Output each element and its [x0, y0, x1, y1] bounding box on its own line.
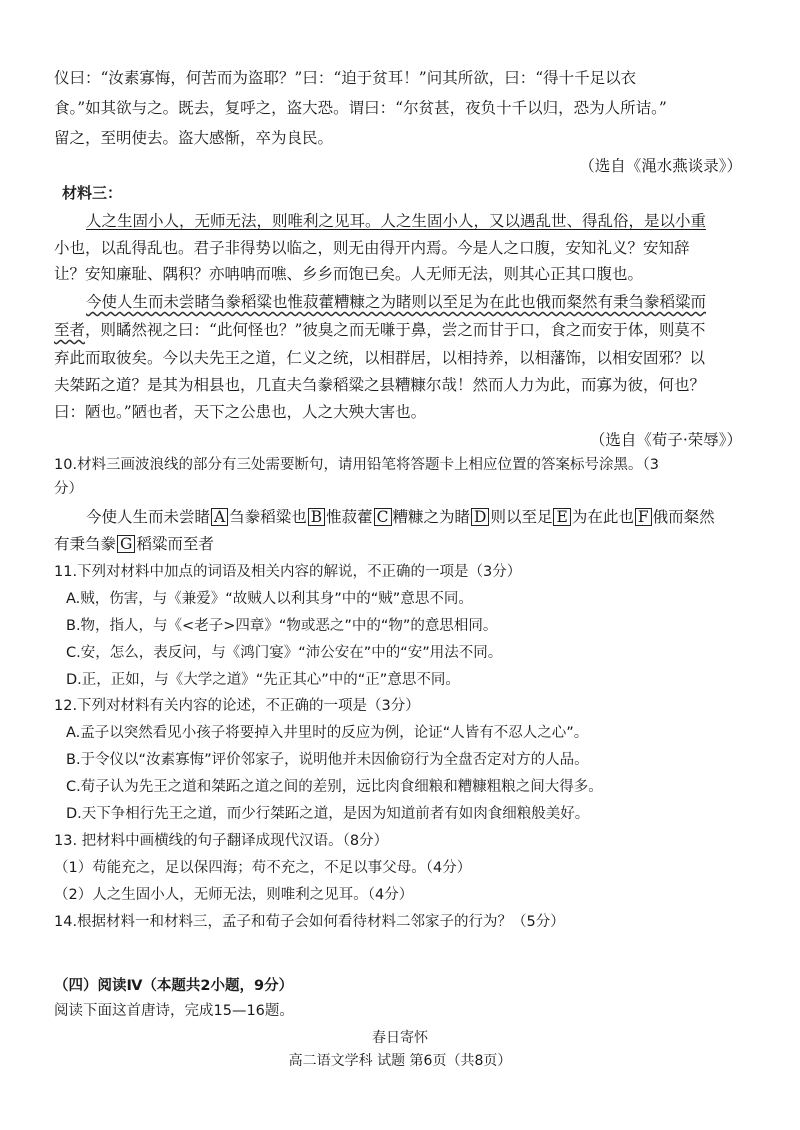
material3-heading: 材料三：: [62, 184, 123, 202]
q11-option-d: D.正，正如，与《大学之道》“先正其心”中的“正”意思不同。: [66, 672, 460, 688]
q10-stem-line-1: 10.材料三画波浪线的部分有三处需要断句，请用铅笔将答题卡上相应位置的答案标号涂黑。（3: [54, 457, 660, 473]
q13-sentence-2: （2）人之生固小人，无师无法，则唯利之见耳。（4分）: [54, 887, 414, 903]
q10-option-line-2: [54, 532, 214, 554]
q10-seg-1: 刍豢稻粱也: [229, 508, 307, 526]
q12-option-c: C.荀子认为先王之道和桀跖之道之间的差别，远比肉食细粮和糟糠粗粮之间大得多。: [66, 779, 603, 795]
material3-p2-line-2: [54, 318, 705, 340]
material3-p2-line-5: 曰：陋也。”陋也者，天下之公患也，人之大殃大害也。: [54, 403, 427, 421]
q10-seg-6: 俄而粲然: [652, 508, 715, 526]
q10-seg-3: 糟糠之为睹: [392, 508, 471, 526]
q11-option-a: A.贼，伤害，与《兼爱》“故贼人以利其身”中的“贼”意思不同。: [66, 591, 473, 607]
material3-source: （选自《荀子·荣辱》）: [589, 431, 742, 449]
q12-option-a: A.孟子以突然看见小孩子将要掉入井里时的反应为例，论证“人皆有不忍人之心”。: [66, 725, 589, 741]
material2-line-2: 食。”如其欲与之。既去，复呼之，盗大恐。谓曰：“尔贫甚，夜负十千以归，恐为人所诘。”: [54, 99, 667, 117]
q10-mark-b[interactable]: B: [308, 508, 325, 526]
material3-p2-line-4: 夫桀跖之道？是其为相县也，几直夫刍豢稻粱之县糟糠尔哉！然而人力为此，而寡为彼，何也？: [54, 376, 706, 394]
material2-line-3: 留之，至明使去。盗大感惭，卒为良民。: [54, 129, 334, 147]
q10-option-line-1: [86, 505, 715, 527]
page-footer: 高二语文学科 试题 第6页（共8页）: [288, 1053, 512, 1069]
wavy-underlined-passage: 今使人生而未尝睹刍豢稻粱也惟菽藿糟糠之为睹则以至足为在此也俄而粲然有秉刍豢稻粱而: [86, 293, 707, 311]
material2-line-1: 仪曰：“汝素寡悔，何苦而为盗耶？”曰：“迫于贫耳！”问其所欲，曰：“得十千足以衣: [54, 69, 637, 87]
section4-heading: （四）阅读Ⅳ（本题共2小题，9分）: [54, 978, 294, 994]
q10-seg-4: 则以至足: [490, 508, 553, 526]
q10-seg-5: 为在此也: [571, 508, 634, 526]
q10-seg-2: 惟菽藿: [326, 508, 373, 526]
q11-option-b: B.物，指人，与《<老子>四章》“物或恶之”中的“物”的意思相同。: [66, 618, 498, 634]
q10-mark-d[interactable]: D: [471, 508, 489, 526]
q12-stem: 12.下列对材料有关内容的论述，不正确的一项是（3分）: [54, 698, 420, 714]
material3-p1-line-1: [86, 209, 706, 231]
q10-mark-e[interactable]: E: [553, 508, 570, 526]
material3-p1-line-3: 让？安知廉耻、隅积？亦呥呥而噍、乡乡而饱已矣。人无师无法，则其心正其口腹也。: [54, 265, 644, 283]
q12-option-d: D.天下争相行先王之道，而少行桀跖之道，是因为知道前者有如肉食细粮般美好。: [66, 806, 590, 822]
q13-stem: 13. 把材料中画横线的句子翻译成现代汉语。（8分）: [54, 833, 389, 849]
q10-mark-a[interactable]: A: [211, 508, 228, 526]
q12-option-b: B.于令仪以“汝素寡悔”评价邻家子，说明他并未因偷窃行为全盘否定对方的人品。: [66, 752, 589, 768]
q10-mark-g[interactable]: G: [117, 535, 135, 553]
material3-p2-line-2-rest: ，则瞲然视之曰：“此何怪也？”彼臭之而无嗛于鼻，尝之而甘于口，食之而安于体，则莫不: [85, 321, 706, 339]
q10-line2-pre: 有秉刍豢: [54, 535, 117, 553]
q10-mark-c[interactable]: C: [374, 508, 392, 526]
wavy-underlined-passage-end: 至者: [54, 321, 86, 339]
q10-mark-f[interactable]: F: [635, 508, 652, 526]
section4-instruction: 阅读下面这首唐诗，完成15—16题。: [54, 1003, 294, 1019]
q11-option-c: C.安，怎么，表反问，与《鸿门宴》“沛公安在”中的“安”用法不同。: [66, 645, 503, 661]
q13-sentence-1: （1）苟能充之，足以保四海；苟不充之，不足以事父母。（4分）: [54, 860, 472, 876]
q10-seg-0: 今使人生而未尝睹: [86, 508, 211, 526]
q10-line2-post: 稻粱而至者: [136, 535, 214, 553]
poem-title: 春日寄怀: [372, 1030, 428, 1046]
translation-underlined-sentence: 人之生固小人，无师无法，则唯利之见耳。人之生固小人，又以遇乱世、得乱俗，是以小重: [86, 212, 707, 230]
q14-stem: 14.根据材料一和材料三，孟子和荀子会如何看待材料二邻家子的行为？（5分）: [54, 914, 565, 930]
q10-stem-line-2: 分）: [54, 481, 83, 497]
material3-p1-line-2: 小也，以乱得乱也。君子非得势以临之，则无由得开内焉。今是人之口腹，安知礼义？安知辞: [54, 239, 690, 257]
material2-source: （选自《渑水燕谈录》）: [579, 157, 742, 175]
q11-stem: 11.下列对材料中加点的词语及相关内容的解说，不正确的一项是（3分）: [54, 564, 522, 580]
material3-p2-line-1: [86, 290, 706, 312]
material3-p2-line-3: 弃此而取彼矣。今以夫先王之道，仁义之统，以相群居，以相持养，以相藩饰，以相安固邪？以: [54, 349, 706, 367]
